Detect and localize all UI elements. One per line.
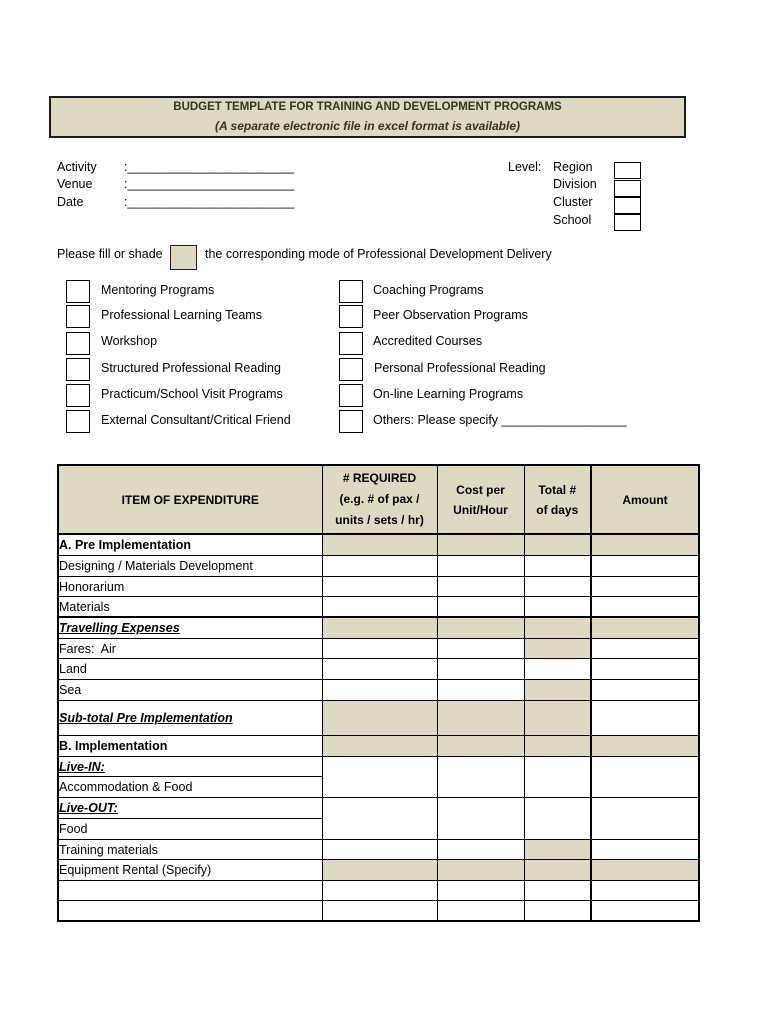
cell-total-days [524,577,591,597]
row-label: Food [58,819,322,840]
cell-required [322,680,437,701]
cell-amount [591,798,699,840]
checkbox-workshop[interactable] [66,332,90,355]
date-label: Date [57,195,84,209]
header-cost-line: Unit/Hour [453,502,508,517]
row-label: Designing / Materials Development [58,556,322,577]
cell-required [322,577,437,597]
level-option-division-label: Division [553,177,597,191]
cell-cost-per-unit [437,798,524,840]
cell-total-days [524,680,591,701]
venue-label: Venue [57,177,93,191]
checkbox-accredited-courses[interactable] [339,332,363,355]
cell-total-days [524,556,591,577]
level-label: Level: [508,160,542,174]
cell-required [322,736,437,757]
header-days-line: of days [536,502,579,517]
header-item-text: ITEM OF EXPENDITURE [121,492,259,507]
checkbox-external-consultant[interactable] [66,410,90,433]
document-title: BUDGET TEMPLATE FOR TRAINING AND DEVELOPMENT PROGRAMS [173,101,562,113]
header-cost-per-unit [437,465,524,534]
row-designing-materials [58,556,699,577]
table-header-row [58,465,699,534]
cell-total-days [524,701,591,736]
checkbox-personal-professional-reading[interactable] [339,358,363,381]
checkbox-online-learning[interactable] [339,384,363,407]
row-training-materials [58,840,699,860]
row-label: Equipment Rental (Specify) [58,860,322,881]
cell-amount [591,556,699,577]
label-workshop: Workshop [101,334,158,348]
activity-blank-line[interactable]: :________________________ [124,160,295,174]
cell-cost-per-unit [437,901,524,922]
cell-required [322,757,437,798]
row-label: Accommodation & Food [58,777,322,798]
instruction-text-start: Please fill or shade [57,247,163,261]
row-label: Live-OUT: [58,798,322,819]
checkbox-practicum-school-visit[interactable] [66,384,90,407]
row-label: Honorarium [58,577,322,597]
row-label: Fares: Air [58,639,322,659]
row-implementation-heading [58,736,699,757]
row-fares-air [58,639,699,659]
checkbox-structured-professional-reading[interactable] [66,358,90,381]
row-blank [58,901,699,922]
cell-required [322,881,437,901]
cell-required [322,840,437,860]
cell-amount [591,577,699,597]
label-external-consultant: External Consultant/Critical Friend [101,413,291,427]
cell-amount [591,639,699,659]
cell-cost-per-unit [437,840,524,860]
checkbox-professional-learning-teams[interactable] [66,305,90,328]
cell-total-days [524,881,591,901]
cell-amount [591,860,699,881]
cell-amount [591,881,699,901]
label-personal-professional-reading: Personal Professional Reading [374,361,546,375]
row-label [58,901,322,922]
cell-required [322,617,437,639]
row-label: Travelling Expenses [58,617,322,639]
cell-amount [591,659,699,680]
header-amount-text: Amount [622,492,668,507]
label-coaching-programs: Coaching Programs [373,283,484,297]
label-peer-observation: Peer Observation Programs [373,308,528,322]
cell-total-days [524,597,591,618]
header-total-days [524,465,591,534]
label-online-learning: On-line Learning Programs [373,387,524,401]
row-materials [58,597,699,618]
header-required [322,465,437,534]
cell-amount [591,701,699,736]
row-label [58,881,322,901]
row-label: B. Implementation [58,736,322,757]
cell-total-days [524,798,591,840]
cell-amount [591,757,699,798]
cell-amount [591,840,699,860]
label-structured-professional-reading: Structured Professional Reading [101,361,281,375]
header-days-line: Total # [538,482,577,497]
activity-label: Activity [57,160,97,174]
label-professional-learning-teams: Professional Learning Teams [101,308,262,322]
date-blank-line[interactable]: :________________________ [124,195,295,209]
label-practicum-school-visit: Practicum/School Visit Programs [101,387,283,401]
level-cluster-checkbox[interactable] [614,197,641,214]
cell-total-days [524,534,591,556]
cell-amount [591,901,699,922]
row-label: Live-IN: [58,757,322,777]
cell-cost-per-unit [437,659,524,680]
document-title-box [49,96,686,138]
label-accredited-courses: Accredited Courses [373,334,483,348]
row-blank [58,881,699,901]
cell-total-days [524,617,591,639]
cell-total-days [524,639,591,659]
cell-cost-per-unit [437,701,524,736]
label-mentoring-programs: Mentoring Programs [101,283,215,297]
cell-required [322,597,437,618]
checkbox-others[interactable] [339,410,363,433]
cell-amount [591,617,699,639]
cell-total-days [524,757,591,798]
row-label: A. Pre Implementation [58,534,322,556]
checkbox-coaching-programs[interactable] [339,280,363,303]
level-school-checkbox[interactable] [614,214,641,231]
checkbox-peer-observation[interactable] [339,305,363,328]
cell-required [322,556,437,577]
level-option-cluster-label: Cluster [553,195,593,209]
row-pre-implementation-heading [58,534,699,556]
cell-cost-per-unit [437,597,524,618]
row-fares-land [58,659,699,680]
cell-cost-per-unit [437,680,524,701]
cell-amount [591,680,699,701]
level-option-school-label: School [553,213,592,227]
venue-blank-line[interactable]: :________________________ [124,177,295,191]
cell-total-days [524,840,591,860]
cell-required [322,639,437,659]
row-label: Sea [58,680,322,701]
header-amount [591,465,699,534]
instruction-text-end: the corresponding mode of Professional Development Delivery [205,247,552,261]
cell-amount [591,534,699,556]
row-live-in-heading [58,757,699,777]
row-live-out-heading [58,798,699,819]
checkbox-mentoring-programs[interactable] [66,280,90,303]
shade-sample-box [170,245,197,270]
row-honorarium [58,577,699,597]
cell-total-days [524,736,591,757]
row-fares-sea [58,680,699,701]
row-label: Land [58,659,322,680]
header-required-line: (e.g. # of pax / [339,492,420,506]
cell-required [322,659,437,680]
header-cost-line: Cost per [456,482,505,497]
header-required-line: # REQUIRED [342,471,417,485]
level-region-checkbox[interactable] [614,162,641,179]
document-subtitle: (A separate electronic file in excel format is available) [214,119,520,133]
cell-cost-per-unit [437,881,524,901]
row-equipment-rental [58,860,699,881]
row-label: Sub-total Pre Implementation [58,701,322,736]
cell-cost-per-unit [437,617,524,639]
cell-cost-per-unit [437,639,524,659]
row-travelling-expenses-heading [58,617,699,639]
cell-total-days [524,659,591,680]
level-option-region-label: Region [553,160,593,174]
cell-required [322,534,437,556]
cell-amount [591,736,699,757]
cell-total-days [524,860,591,881]
cell-cost-per-unit [437,534,524,556]
cell-cost-per-unit [437,860,524,881]
row-label: Training materials [58,840,322,860]
cell-required [322,701,437,736]
level-division-checkbox[interactable] [614,180,641,197]
header-required-line: units / sets / hr) [335,513,424,527]
cell-required [322,798,437,840]
cell-required [322,901,437,922]
label-others-specify: Others: Please specify __________________ [373,413,627,427]
budget-table [57,464,700,922]
cell-cost-per-unit [437,577,524,597]
cell-total-days [524,901,591,922]
row-label: Materials [58,597,322,618]
cell-amount [591,597,699,618]
cell-cost-per-unit [437,736,524,757]
cell-required [322,860,437,881]
row-subtotal-pre-implementation [58,701,699,736]
cell-cost-per-unit [437,757,524,798]
cell-cost-per-unit [437,556,524,577]
header-item-of-expenditure [58,465,322,534]
